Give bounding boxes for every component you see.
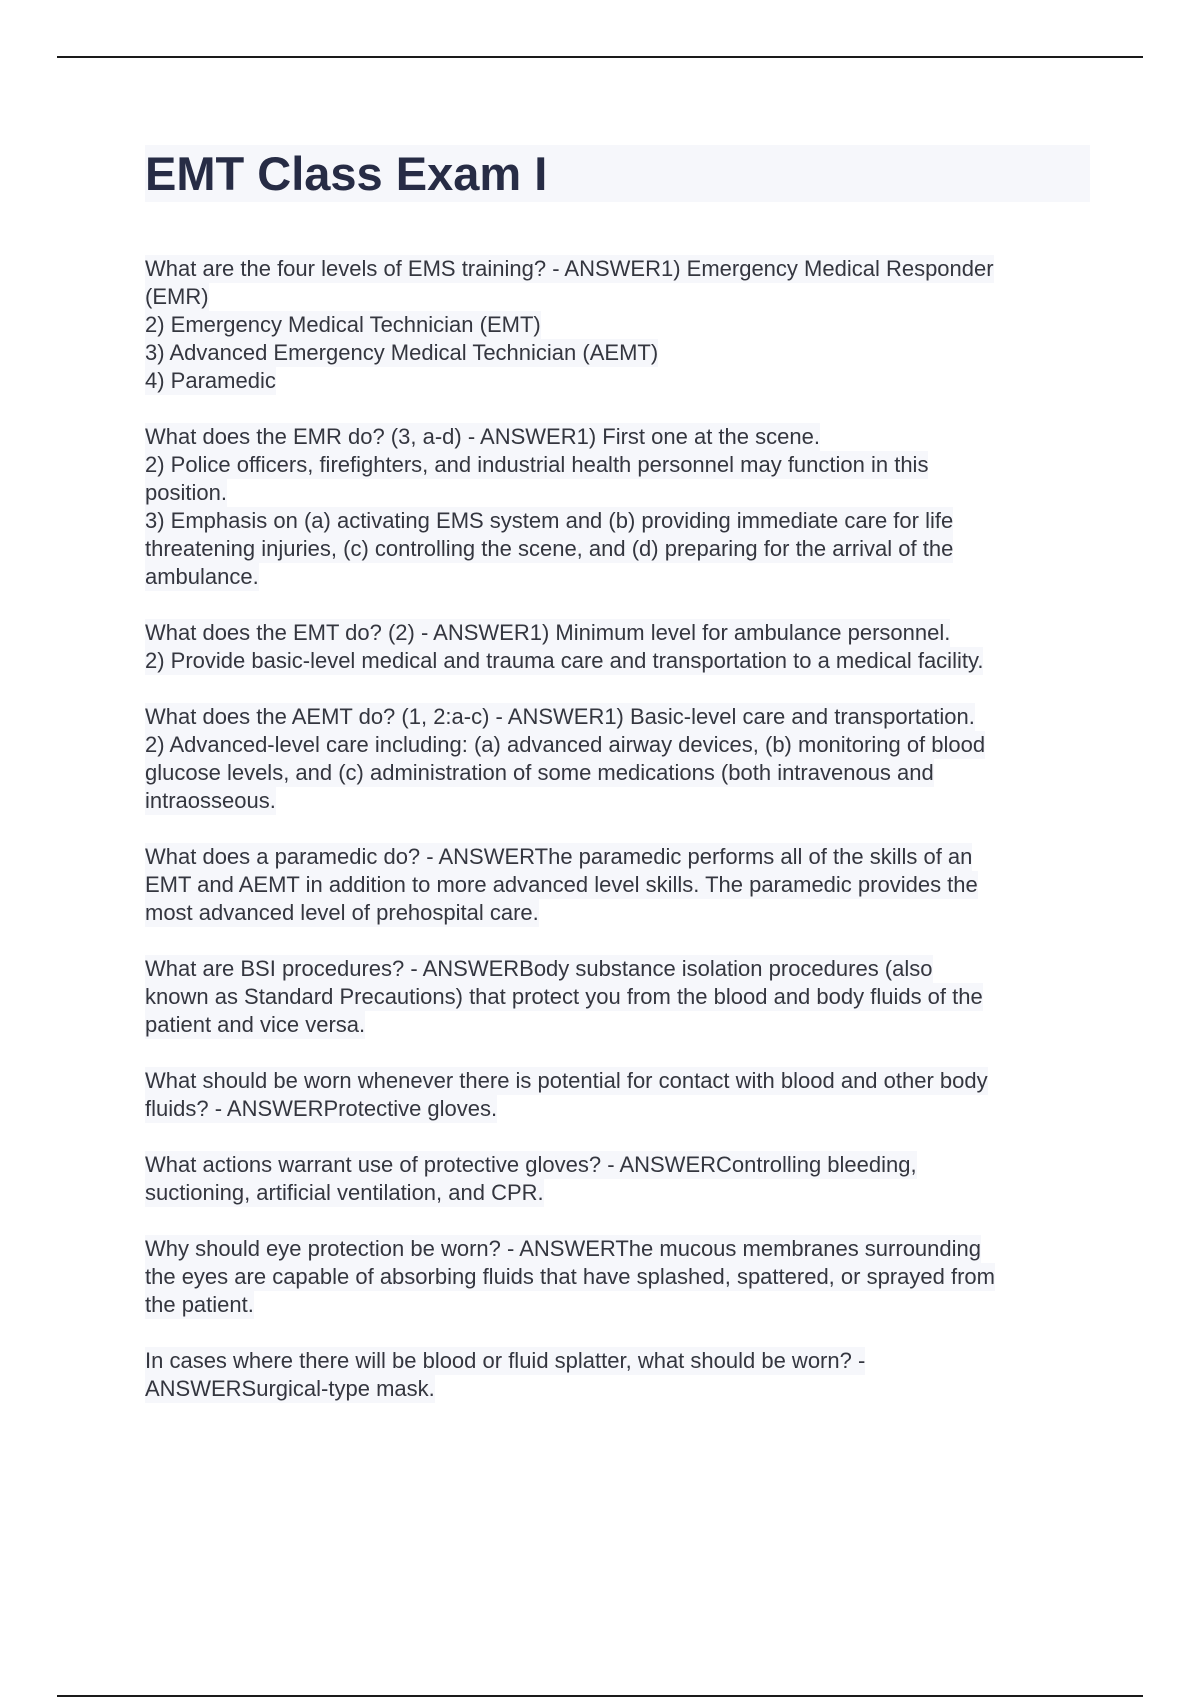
qa-line: ambulance. bbox=[145, 564, 259, 589]
qa-line: What does the EMR do? (3, a-d) - ANSWER1) First one at the scene. bbox=[145, 424, 820, 449]
qa-line: In cases where there will be blood or fluid splatter, what should be worn? - bbox=[145, 1348, 866, 1373]
qa-line: known as Standard Precautions) that protect you from the blood and body fluids of the bbox=[145, 984, 983, 1009]
title-block bbox=[145, 145, 1090, 202]
qa-item bbox=[145, 619, 1090, 675]
qa-line: position. bbox=[145, 480, 227, 505]
qa-line: 3) Advanced Emergency Medical Technician (AEMT) bbox=[145, 340, 659, 365]
qa-line: intraosseous. bbox=[145, 788, 276, 813]
qa-line: the patient. bbox=[145, 1292, 254, 1317]
qa-line: most advanced level of prehospital care. bbox=[145, 900, 539, 925]
qa-line: (EMR) bbox=[145, 284, 209, 309]
qa-line: the eyes are capable of absorbing fluids that have splashed, spattered, or sprayed from bbox=[145, 1264, 995, 1289]
qa-line: 2) Advanced-level care including: (a) advanced airway devices, (b) monitoring of blood bbox=[145, 732, 986, 757]
qa-item bbox=[145, 255, 1090, 395]
qa-item bbox=[145, 843, 1090, 927]
qa-line: What should be worn whenever there is potential for contact with blood and other body bbox=[145, 1068, 988, 1093]
bottom-divider bbox=[57, 1695, 1143, 1697]
qa-item bbox=[145, 1347, 1090, 1403]
qa-item bbox=[145, 703, 1090, 815]
qa-line: 4) Paramedic bbox=[145, 368, 276, 393]
qa-item bbox=[145, 1235, 1090, 1319]
qa-item bbox=[145, 423, 1090, 591]
qa-item bbox=[145, 955, 1090, 1039]
top-divider bbox=[57, 56, 1143, 58]
qa-line: patient and vice versa. bbox=[145, 1012, 366, 1037]
qa-line: What actions warrant use of protective gloves? - ANSWERControlling bleeding, bbox=[145, 1152, 917, 1177]
qa-line: glucose levels, and (c) administration of some medications (both intravenous and bbox=[145, 760, 934, 785]
qa-item bbox=[145, 1067, 1090, 1123]
qa-line: What does a paramedic do? - ANSWERThe paramedic performs all of the skills of an bbox=[145, 844, 973, 869]
qa-line: What are BSI procedures? - ANSWERBody substance isolation procedures (also bbox=[145, 956, 933, 981]
qa-line: What are the four levels of EMS training? - ANSWER1) Emergency Medical Responder bbox=[145, 256, 994, 281]
qa-line: 2) Police officers, firefighters, and industrial health personnel may function in this bbox=[145, 452, 929, 477]
qa-line: 3) Emphasis on (a) activating EMS system and (b) providing immediate care for life bbox=[145, 508, 954, 533]
qa-line: suctioning, artificial ventilation, and CPR. bbox=[145, 1180, 544, 1205]
qa-line: threatening injuries, (c) controlling the scene, and (d) preparing for the arrival of the bbox=[145, 536, 954, 561]
qa-line: EMT and AEMT in addition to more advanced level skills. The paramedic provides the bbox=[145, 872, 978, 897]
qa-line: 2) Emergency Medical Technician (EMT) bbox=[145, 312, 541, 337]
page-title: EMT Class Exam I bbox=[145, 147, 548, 200]
qa-list bbox=[145, 255, 1090, 1431]
qa-line: What does the AEMT do? (1, 2:a-c) - ANSWER1) Basic-level care and transportation. bbox=[145, 704, 975, 729]
qa-line: Why should eye protection be worn? - ANSWERThe mucous membranes surrounding bbox=[145, 1236, 981, 1261]
qa-item bbox=[145, 1151, 1090, 1207]
qa-line: fluids? - ANSWERProtective gloves. bbox=[145, 1096, 498, 1121]
qa-line: ANSWERSurgical-type mask. bbox=[145, 1376, 435, 1401]
qa-line: What does the EMT do? (2) - ANSWER1) Minimum level for ambulance personnel. bbox=[145, 620, 951, 645]
qa-line: 2) Provide basic-level medical and trauma care and transportation to a medical facility. bbox=[145, 648, 984, 673]
